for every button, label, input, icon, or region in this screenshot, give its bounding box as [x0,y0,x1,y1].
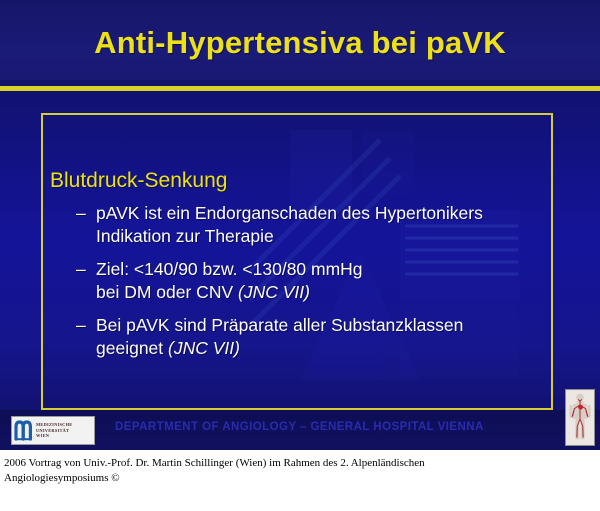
bullet-dash-icon: – [76,203,86,223]
university-m-mark-icon [14,420,33,441]
bullet-item [76,314,546,360]
slide-title: Anti-Hypertensiva bei paVK [94,25,506,60]
university-logo-line-2: UNIVERSITÄT [36,427,70,433]
bullet-dash-icon: – [76,259,86,279]
bullet-line-1: Ziel: <140/90 bzw. <130/80 mmHg [96,259,363,279]
bullet-line-2 [96,281,546,304]
university-logo [11,416,95,445]
university-logo-line-3: WIEN [36,433,50,439]
title-divider-rule [0,86,600,91]
human-vascular-system-icon [565,389,595,446]
caption-line-2: Angiologiesymposiums © [4,472,120,484]
bullet-line-2 [96,225,546,248]
bullet-line-1: pAVK ist ein Endorganschaden des Hypertonikers [96,203,483,223]
bullet-item [76,258,546,304]
department-label: DEPARTMENT OF ANGIOLOGY – GENERAL HOSPITAL VIENNA [115,421,484,433]
bullet-line-2-text: Indikation zur Therapie [96,226,274,246]
body-heading: Blutdruck-Senkung [50,169,228,192]
bullet-text [96,258,546,304]
bullet-line-2 [96,337,546,360]
slide-title-bar [0,0,600,86]
bullet-line-2-text: geeignet [96,338,169,358]
university-logo-wordmark [33,422,92,438]
bullet-line-2-citation: (JNC VII) [168,338,240,358]
bullet-item [76,202,546,248]
source-caption [0,450,600,511]
university-logo-line-1: MEDIZINISCHE [36,422,73,428]
bullet-text [96,314,546,360]
bullet-line-2-citation: (JNC VII) [238,282,310,302]
caption-line-1: 2006 Vortrag von Univ.-Prof. Dr. Martin Schillinger (Wien) im Rahmen des 2. Alpenländischen [4,457,425,469]
bullet-dash-icon: – [76,315,86,335]
bullet-text [96,202,546,248]
bullet-line-2-text: bei DM oder CNV [96,282,238,302]
bullet-list [76,202,546,370]
bullet-line-1: Bei pAVK sind Präparate aller Substanzklassen [96,315,464,335]
